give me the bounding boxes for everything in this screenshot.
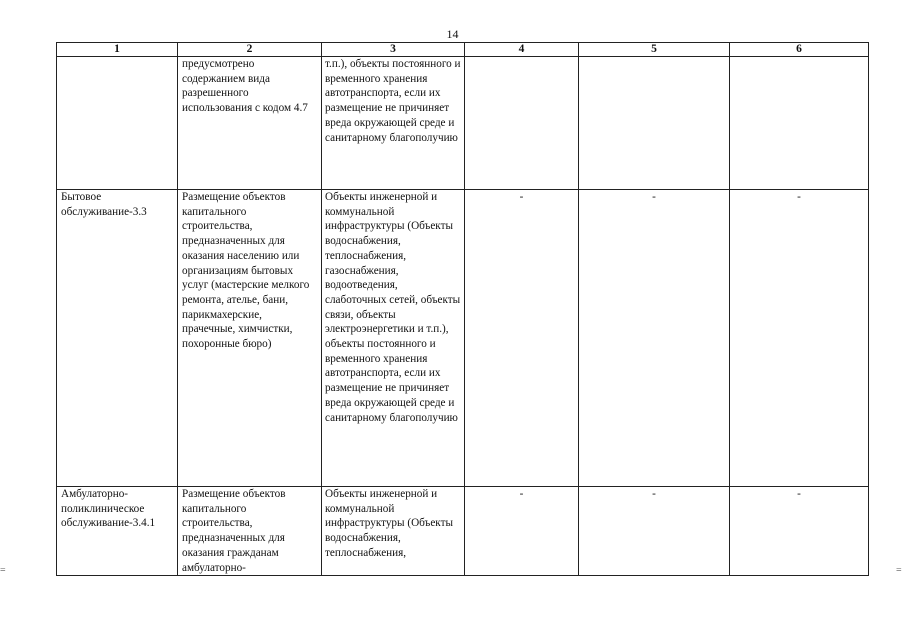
right-margin-mark: = — [896, 565, 902, 576]
table-header-cell: 1 — [57, 43, 178, 57]
table-cell-col6 — [730, 57, 869, 190]
table-cell-col5 — [579, 57, 730, 190]
table-header-row — [57, 43, 869, 57]
table-row — [57, 190, 869, 487]
table-cell-col5: - — [579, 487, 730, 576]
table-cell-col4: - — [465, 487, 579, 576]
land-use-type-cell: Бытовое обслуживание-3.3 — [57, 190, 178, 487]
table-header-cell: 2 — [178, 43, 322, 57]
table-header-cell: 3 — [322, 43, 465, 57]
table-row — [57, 57, 869, 190]
table-cell-col6: - — [730, 190, 869, 487]
table-cell-col6: - — [730, 487, 869, 576]
table-cell-col4 — [465, 57, 579, 190]
table-header-cell: 5 — [579, 43, 730, 57]
table-cell-col5: - — [579, 190, 730, 487]
auxiliary-objects-cell: Объекты инженерной и коммунальной инфраструктуры (Объекты водоснабжения, теплоснабжения, — [322, 487, 465, 576]
table-header-cell: 6 — [730, 43, 869, 57]
auxiliary-objects-cell: т.п.), объекты постоянного и временного хранения автотранспорта, если их размещение не причиняет вреда окружающей среде и санитарному благополучию — [322, 57, 465, 190]
description-cell: Размещение объектов капитального строительства, предназначенных для оказания населению или организациям бытовых услуг (мастерские мелкого ремонта, ателье, бани, парикмахерские, прачечные, химчистки, похоронные бюро) — [178, 190, 322, 487]
description-cell: Размещение объектов капитального строительства, предназначенных для оказания гражданам амбулаторно- — [178, 487, 322, 576]
table-cell-col4: - — [465, 190, 579, 487]
table-row — [57, 487, 869, 576]
zoning-table — [56, 42, 869, 576]
auxiliary-objects-cell: Объекты инженерной и коммунальной инфраструктуры (Объекты водоснабжения, теплоснабжения, газоснабжения, водоотведения, слаботочных сетей, объекты связи, объекты электроэнергетики и т.п.), объекты постоянного и временного хранения автотранспорта, если их размещение не причиняет вреда окружающей среде и санитарному благополучию — [322, 190, 465, 487]
land-use-type-cell — [57, 57, 178, 190]
land-use-type-cell: Амбулаторно-поликлиническое обслуживание-3.4.1 — [57, 487, 178, 576]
table-header-cell: 4 — [465, 43, 579, 57]
left-margin-mark: = — [0, 565, 6, 576]
page-number: 14 — [446, 27, 459, 41]
description-cell: предусмотрено содержанием вида разрешенного использования с кодом 4.7 — [178, 57, 322, 190]
